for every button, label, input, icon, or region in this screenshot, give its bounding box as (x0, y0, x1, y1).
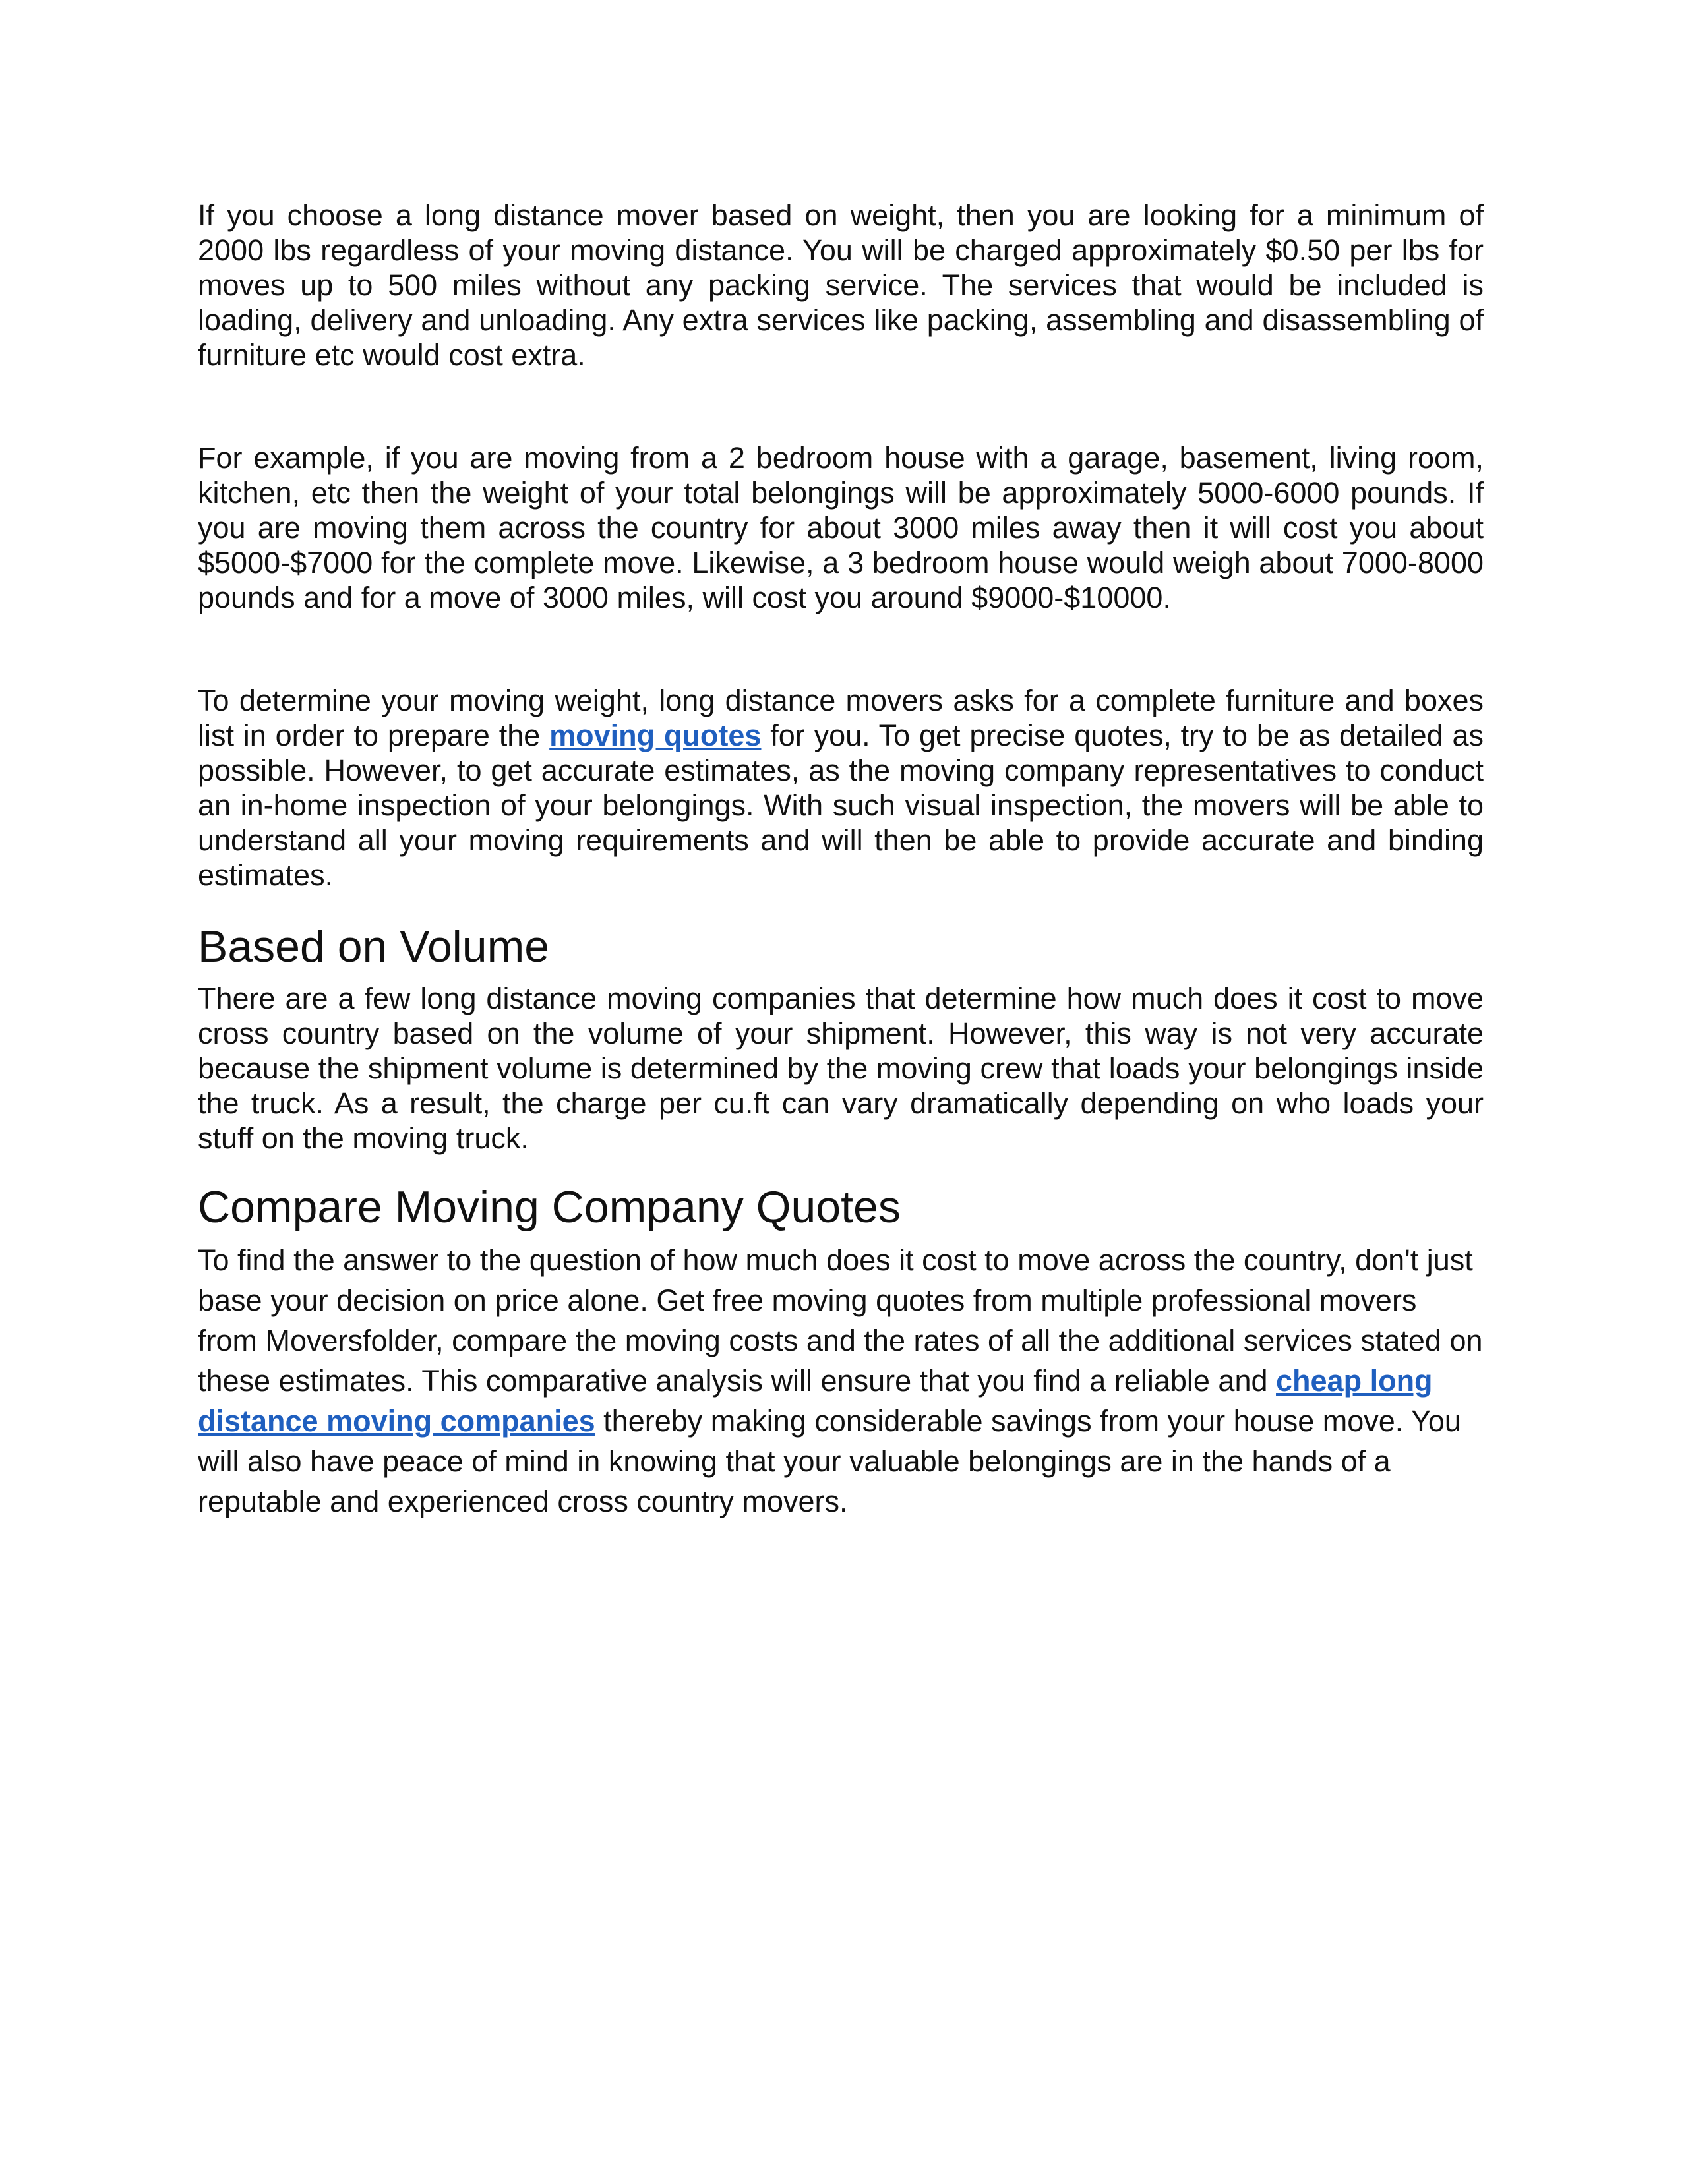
paragraph-determine-weight (198, 683, 1484, 893)
paragraph-example: For example, if you are moving from a 2 bedroom house with a garage, basement, living room, kitchen, etc then the weight of your total belongings will be approximately 5000-6000 pounds. If you are moving them across the country for about 3000 miles away then it will cost you about $5000-$7000 for the complete move. Likewise, a 3 bedroom house would weigh about 7000-8000 pounds and for a move of 3000 miles, will cost you around $9000-$10000. (198, 441, 1484, 614)
document-content (198, 198, 1484, 1521)
paragraph-determine-text-start: To determine your moving weight, long distance movers asks for a complete furniture and boxes list in order to prepare the (198, 684, 1484, 752)
moving-quotes-link[interactable]: moving quotes (549, 719, 762, 752)
paragraph-determine-text-end: for you. To get precise quotes, try to be as detailed as possible. However, to get accurate estimates, as the moving company representatives to conduct an in-home inspection of your belongings. With such visual inspection, the movers will be able to understand all your moving requirements and will then be able to provide accurate and binding estimates. (198, 719, 1484, 892)
paragraph-compare-text-end: thereby making considerable savings from your house move. You will also have peace of mind in knowing that your valuable belongings are in the hands of a reputable and experienced cross country movers. (198, 1404, 1461, 1518)
paragraph-compare-text-start: To find the answer to the question of how much does it cost to move across the country, don't just base your decision on price alone. Get free moving quotes from multiple professional movers from Moversfolder, compare the moving costs and the rates of all the additional services stated on these estimates. This comparative analysis will ensure that you find a reliable and (198, 1243, 1483, 1398)
paragraph-weight-intro: If you choose a long distance mover based on weight, then you are looking for a minimum of 2000 lbs regardless of your moving distance. You will be charged approximately $0.50 per lbs for moves up to 500 miles without any packing service. The services that would be included is loading, delivery and unloading. Any extra services like packing, assembling and disassembling of furniture etc would cost extra. (198, 198, 1484, 372)
paragraph-compare (198, 1240, 1484, 1521)
heading-compare-quotes: Compare Moving Company Quotes (198, 1182, 901, 1232)
paragraph-volume: There are a few long distance moving companies that determine how much does it cost to move cross country based on the volume of your shipment. However, this way is not very accurate because the shipment volume is determined by the moving crew that loads your belongings inside the truck. As a result, the charge per cu.ft can vary dramatically depending on who loads your stuff on the moving truck. (198, 982, 1484, 1155)
cheap-long-distance-moving-companies-link[interactable]: cheap long distance moving companies (198, 1364, 1433, 1438)
heading-based-on-volume: Based on Volume (198, 922, 550, 972)
